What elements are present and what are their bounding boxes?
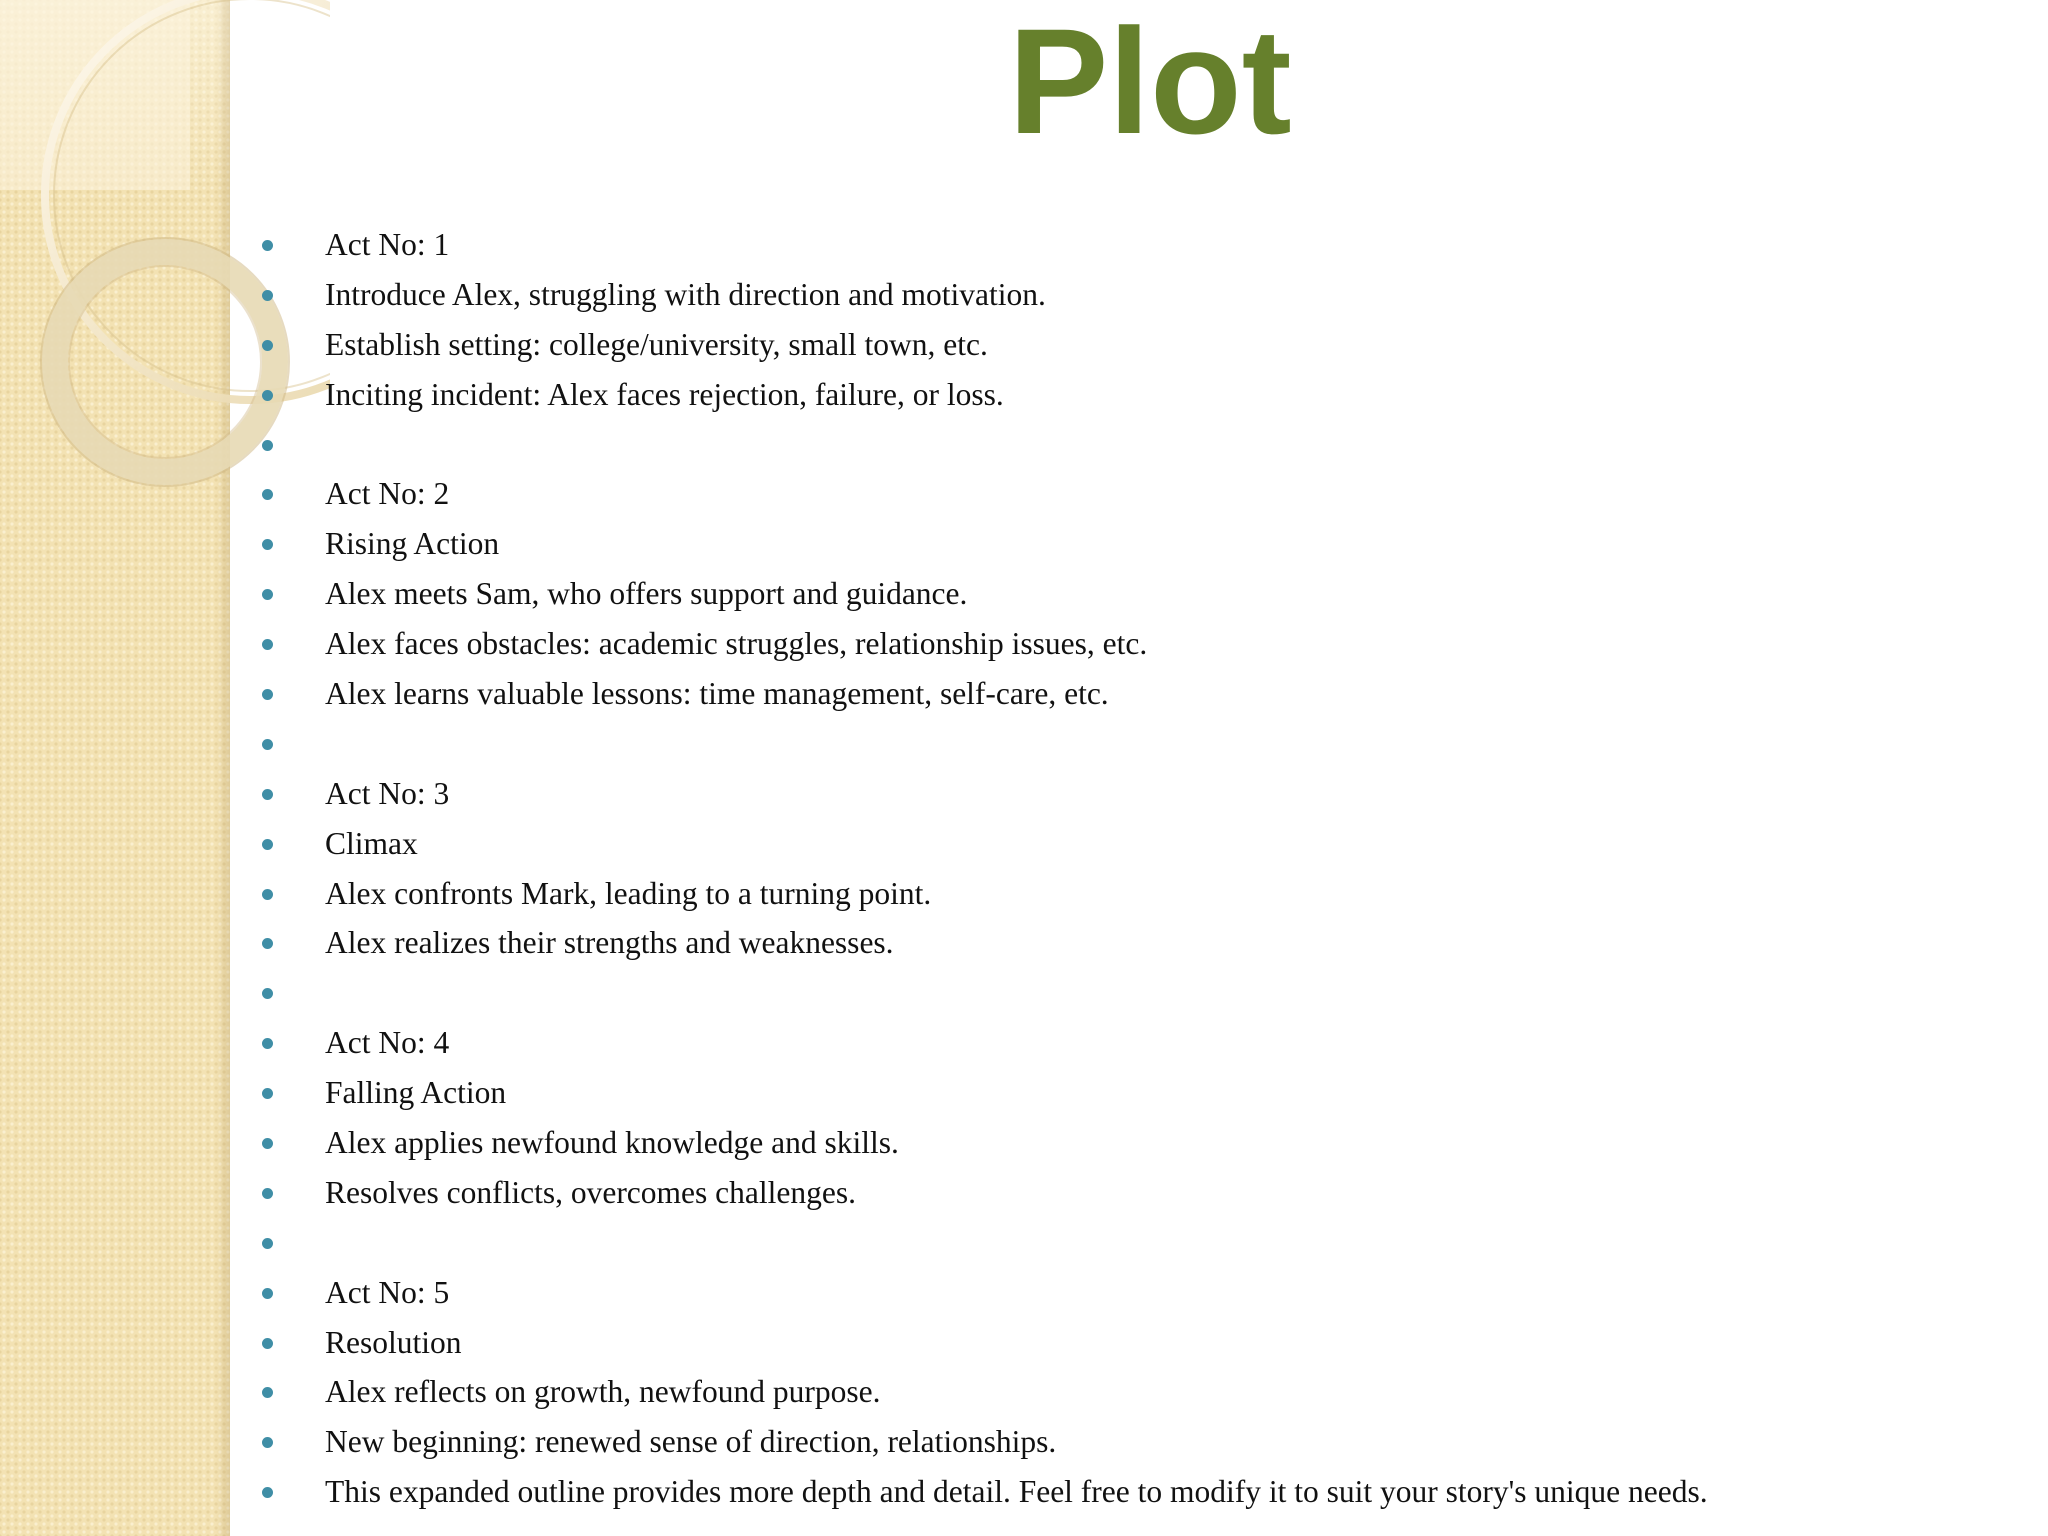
bullet-text: Alex meets Sam, who offers support and guidance. [325, 576, 968, 612]
bullet-item [262, 320, 2022, 370]
bullet-text: Alex realizes their strengths and weaknesses. [325, 925, 894, 961]
bullet-text: Alex faces obstacles: academic struggles, relationship issues, etc. [325, 626, 1148, 662]
bullet-text: This expanded outline provides more depth and detail. Feel free to modify it to suit your story's unique needs. [325, 1474, 1708, 1510]
bullet-item [262, 370, 2022, 420]
bullet-item [262, 1367, 2022, 1417]
bullet-text: Act No: 4 [325, 1025, 450, 1061]
bullet-item [262, 1268, 2022, 1318]
bullet-dot-icon [262, 1038, 273, 1049]
bullet-dot-icon [262, 1437, 273, 1448]
bullet-text: Act No: 5 [325, 1274, 450, 1310]
bullet-dot-icon [262, 789, 273, 800]
corner-highlight-square [0, 0, 190, 190]
bullet-dot-icon [262, 988, 273, 999]
bullet-dot-icon [262, 839, 273, 850]
bullet-dot-icon [262, 489, 273, 500]
bullet-text: Alex confronts Mark, leading to a turning point. [325, 875, 932, 911]
bullet-text: Alex reflects on growth, newfound purpose. [325, 1374, 881, 1410]
bullet-item [262, 819, 2022, 869]
bullet-text: Inciting incident: Alex faces rejection, failure, or loss. [325, 376, 1004, 412]
bullet-dot-icon [262, 290, 273, 301]
bullet-item [262, 220, 2022, 270]
bullet-dot-icon [262, 1338, 273, 1349]
bullet-item [262, 519, 2022, 569]
bullet-text: Alex learns valuable lessons: time management, self-care, etc. [325, 676, 1109, 712]
bullet-item [262, 1467, 2022, 1517]
bullet-dot-icon [262, 1387, 273, 1398]
bullet-dot-icon [262, 1188, 273, 1199]
bullet-item-empty [262, 719, 2022, 769]
bullet-text: Resolves conflicts, overcomes challenges. [325, 1174, 856, 1210]
bullet-dot-icon [262, 340, 273, 351]
bullet-dot-icon [262, 440, 273, 451]
bullet-item [262, 1018, 2022, 1068]
bullet-dot-icon [262, 889, 273, 900]
bullet-text: Climax [325, 825, 418, 861]
bullet-dot-icon [262, 390, 273, 401]
bullet-dot-icon [262, 589, 273, 600]
bullet-dot-icon [262, 639, 273, 650]
bullet-dot-icon [262, 938, 273, 949]
bullet-item [262, 1068, 2022, 1118]
bullet-text: Falling Action [325, 1075, 507, 1111]
bullet-dot-icon [262, 539, 273, 550]
bullet-dot-icon [262, 739, 273, 750]
bullet-dot-icon [262, 1288, 273, 1299]
bullet-text: Alex applies newfound knowledge and skills. [325, 1125, 899, 1161]
bullet-item [262, 270, 2022, 320]
bullet-list [262, 220, 2022, 1517]
bullet-item-empty [262, 420, 2022, 470]
bullet-item [262, 869, 2022, 919]
bullet-item [262, 1118, 2022, 1168]
bullet-dot-icon [262, 240, 273, 251]
bullet-text: Introduce Alex, struggling with direction and motivation. [325, 276, 1046, 312]
bullet-text: Rising Action [325, 526, 500, 562]
small-ring-inner-edge [69, 266, 261, 458]
bullet-dot-icon [262, 1487, 273, 1498]
bullet-item-empty [262, 1218, 2022, 1268]
bullet-item [262, 918, 2022, 968]
bullet-text: Act No: 3 [325, 775, 450, 811]
bullet-dot-icon [262, 689, 273, 700]
small-ring [55, 252, 275, 472]
bullet-item [262, 669, 2022, 719]
bullet-item [262, 1318, 2022, 1368]
slide-title: Plot [1008, 0, 1292, 165]
bullet-text: Act No: 1 [325, 227, 450, 262]
bullet-text: Establish setting: college/university, small town, etc. [325, 326, 988, 362]
bullet-item [262, 469, 2022, 519]
bullet-text: Resolution [325, 1324, 462, 1360]
bullet-text: New beginning: renewed sense of direction, relationships. [325, 1424, 1057, 1460]
bullet-item [262, 569, 2022, 619]
bullet-dot-icon [262, 1238, 273, 1249]
bullet-item [262, 769, 2022, 819]
bullet-item-empty [262, 968, 2022, 1018]
bullet-text: Act No: 2 [325, 476, 450, 512]
bullet-item [262, 1168, 2022, 1218]
bullet-dot-icon [262, 1088, 273, 1099]
bullet-item [262, 619, 2022, 669]
bullet-dot-icon [262, 1138, 273, 1149]
bullet-item [262, 1417, 2022, 1467]
